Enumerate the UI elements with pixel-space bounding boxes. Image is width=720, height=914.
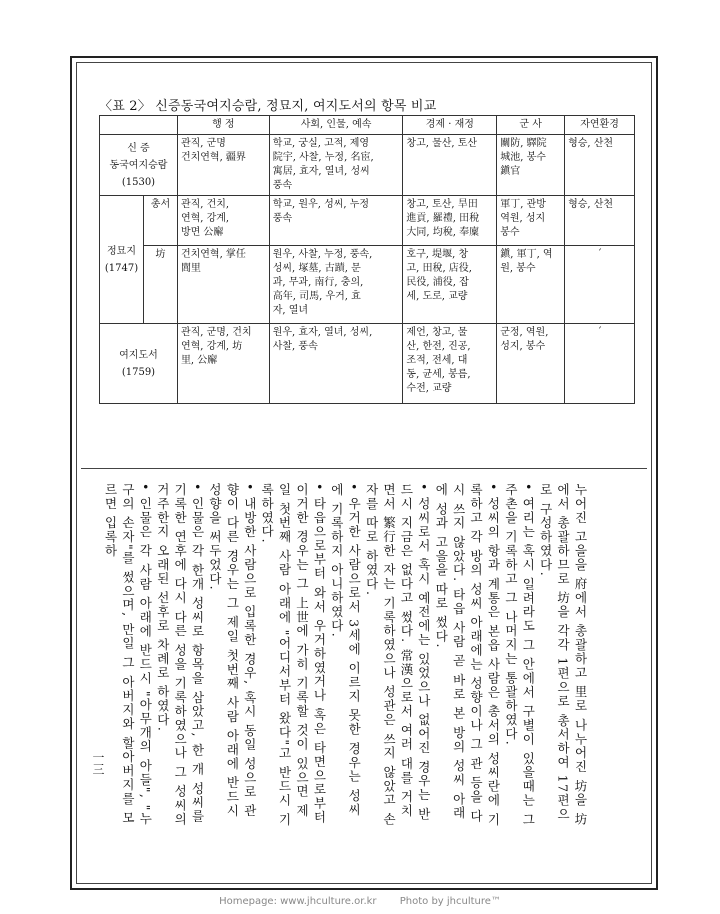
row-header: 여지도서 (1759) [100,324,178,404]
column-header: 군 사 [497,116,565,135]
table-cell: 원우, 사찰, 누정, 풍속, 성씨, 塚墓, 古蹟, 문 과, 무과, 南行, 충의, 高年, 司馬, 우거, 효 자, 열녀 [269,246,403,324]
table-cell: 관직, 군명 건치연혁, 疆界 [177,135,269,196]
table-cell: 형승, 산천 [565,196,635,246]
table-cell: 원우, 효자, 열녀, 성씨, 사찰, 풍속 [269,324,403,404]
table-row [100,196,635,246]
table-cell: 창고, 토산, 旱田 進貢, 羅禮, 田稅 大同, 均稅, 奉廩 [403,196,497,246]
body-paragraph: 누어진 고을을 府에서 총괄하고 里로 나누어진 坊을 坊에서 총괄하므로 坊을 각각 1편으로 총서하여 17편으로 구성하였다. [538,483,588,827]
body-paragraph: • 인물은 각 한개 성씨로 항목을 삼았고, 한 개 성씨를 기록한 연후에 다시 다른 성을 기록하였으나 그 성씨의 거주한지 오래된 선후로 차례로 하였다. [155,483,206,827]
table-caption: 〈표 2〉 신증동국여지승람, 정묘지, 여지도서의 항목 비교 [99,99,437,114]
section-divider [81,468,647,469]
table-cell: ˊ [565,324,635,404]
column-header: 행 정 [177,116,269,135]
body-paragraph: • 성씨로서 혹시 예전에는 있었으나 없어진 경우는 반드시 지금은 없다고 썼다. 常漢으로서 여러 대를 거치면서 繁行한 자는 기록하였으나 성관은 쓰지 않았고 손자를 따로 하였다. [364,483,432,827]
page-number: 一三 [91,751,105,775]
table-cell: 건치연혁, 掌任 閭里 [177,246,269,324]
row-header: 신 증 동국여지승람 (1530) [100,135,178,196]
footer [0,896,720,907]
photo-credit: Photo by jhculture™ [399,896,501,907]
comparison-table [99,115,635,404]
table-cell: 학교, 원우, 성씨, 누정 풍속 [269,196,403,246]
body-paragraph: • 인물은 각 사람 아래에 반드시 "아무개의 아들", "누구의 손자"를 썼으며, 만일 그 아버지와 할아버지를 모르면 입록하 [103,483,153,826]
page-inner-frame [76,62,652,884]
column-header: 사회, 인물, 예속 [269,116,403,135]
table-cell: 형승, 산천 [565,135,635,196]
column-header: 경제 · 재정 [403,116,497,135]
homepage-link[interactable]: Homepage: www.jhculture.or.kr [219,896,377,907]
table-cell: 鎭, 軍丁, 역 원, 봉수 [497,246,565,324]
table-header-row [100,116,635,135]
body-paragraph: • 우거한 사람으로서 3세에 이르지 못한 경우는 성씨에 기록하지 아니하였다. [329,483,362,817]
table-cell: 관직, 건치, 연혁, 강계, 방면 公廨 [177,196,269,246]
table-cell: 창고, 물산, 토산 [403,135,497,196]
sub-row-header: 坊 [143,246,177,324]
table-cell: 군정, 역원, 성지, 봉수 [497,324,565,404]
table-cell: ˊ [565,246,635,324]
table-row [100,135,635,196]
table-row [100,246,635,324]
body-paragraph: • 내방한 사람으로 입록한 경우, 혹시 동일 성으로 관향이 다른 경우는 그 제일 첫번째 사람 아래에 반드시 성향을 써두었다. [207,483,258,819]
body-paragraph: • 성씨의 항과 계통은 본읍 사람은 총서의 성씨란에 기록하고 각 방의 성씨 아래에는 성향이나 그 관 등을 다시 쓰지 않았다. 타읍 사람 곧 바로 본 방의 성씨 아래에 성과 고을을 따로 썼다. [433,483,501,827]
table-cell: 제언, 창고, 물 산, 한전, 진공, 조적, 전세, 대 동, 균세, 봉름, 수전, 교량 [403,324,497,404]
table-cell: 관직, 군명, 건치 연혁, 강계, 坊 里, 公廨 [177,324,269,404]
table-cell: 軍丁, 관방 역원, 성지 봉수 [497,196,565,246]
row-header: 정묘지 (1747) [100,196,144,324]
table-cell: 학교, 궁실, 고적, 제영 院宇, 사찰, 누정, 名宦, 寓居, 효자, 열녀, 성씨 풍속 [269,135,403,196]
page-frame [70,56,658,890]
table-row [100,324,635,404]
corner-cell [100,116,178,135]
table-cell: 關防, 驛院 城池, 봉수 鎭官 [497,135,565,196]
body-paragraph: • 여리는 혹시 일려라도 그 안에서 구별이 있을때는 그 주촌을 기록하고 그 나머지는 통괄하였다. [503,483,536,827]
sub-row-header: 총서 [143,196,177,246]
vertical-body-text [103,483,589,829]
body-paragraph: • 타읍으로부터 와서 우거하였거나 혹은 타면으로부터 이거한 경우는 그 上世에 가히 기록할 것이 있으면 제일 첫번째 사람 아래에 "어디서부터 왔다"고 반드시 기록하였다. [259,483,327,827]
column-header: 자연환경 [565,116,635,135]
table-cell: 호구, 堤堰, 창 고, 田稅, 店役, 民役, 浦役, 잡 세, 도로, 교량 [403,246,497,324]
